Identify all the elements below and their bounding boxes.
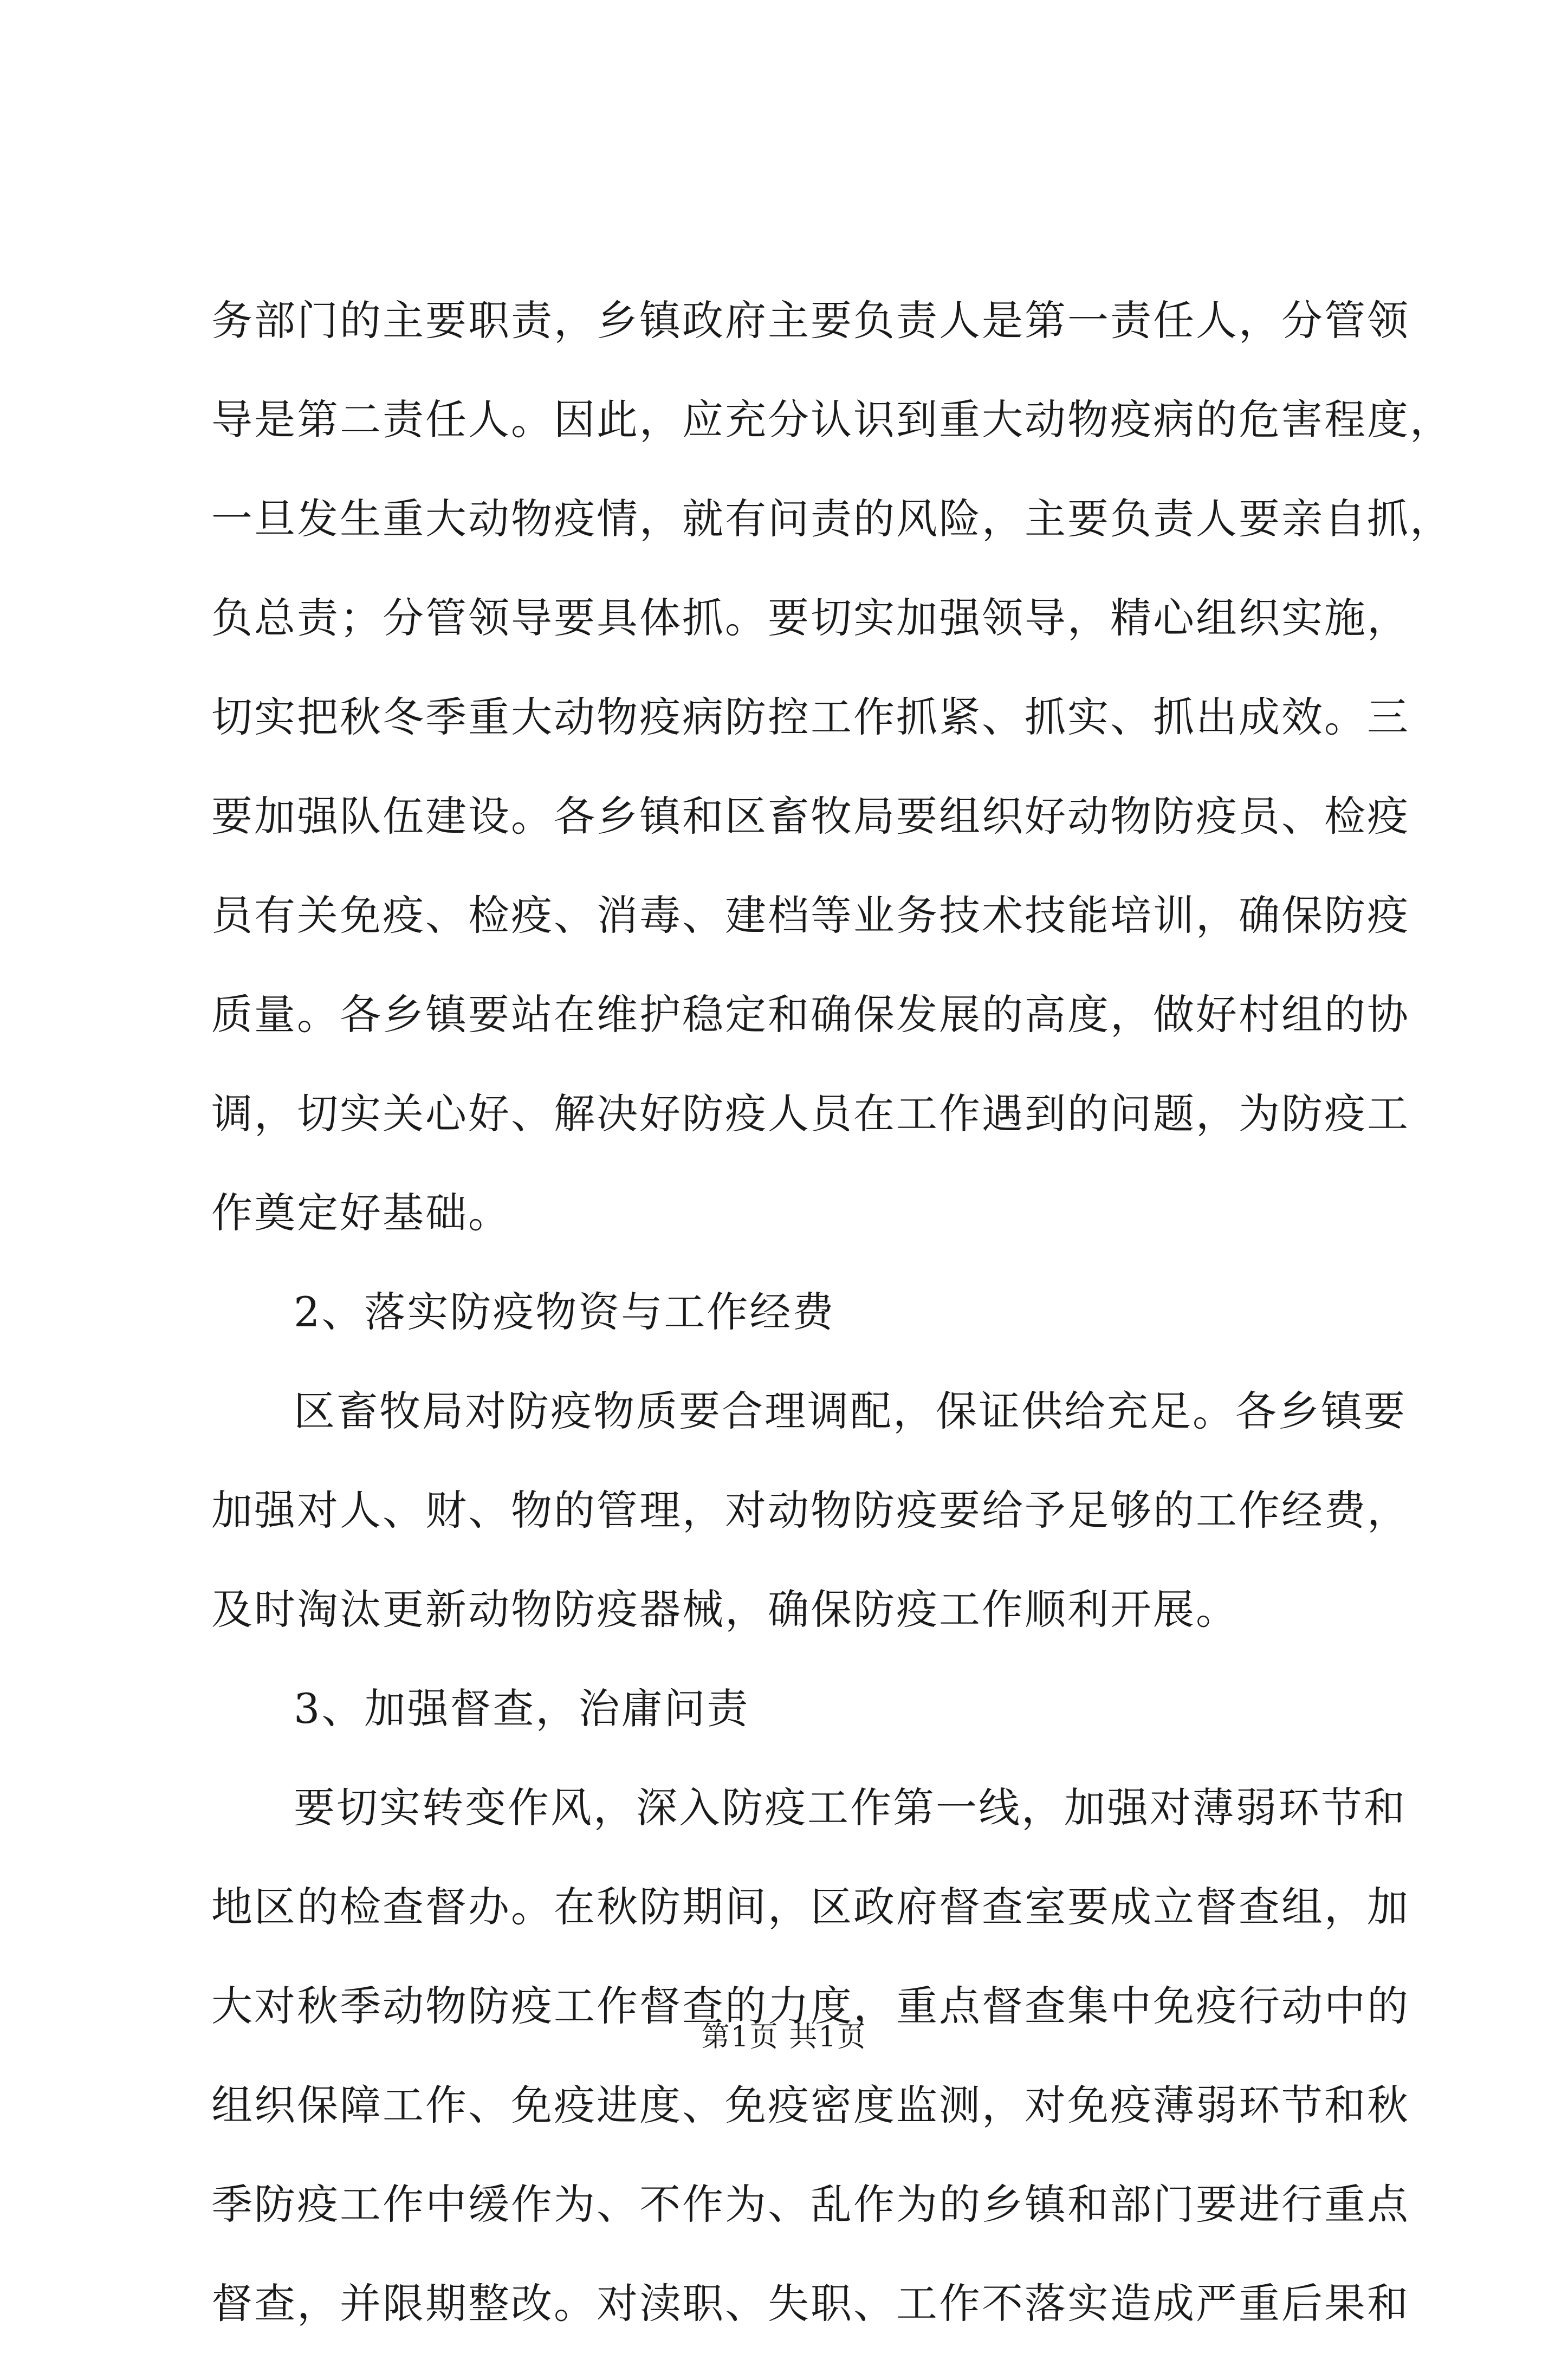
text-line-4: 负总责；分管领导要具体抓。要切实加强领导，精心组织实施， bbox=[211, 594, 1410, 642]
page-footer bbox=[0, 2015, 1568, 2059]
text-line-6: 要加强队伍建设。各乡镇和区畜牧局要组织好动物防疫员、检疫 bbox=[211, 792, 1410, 840]
page-number-label: 第1页 共1页 bbox=[701, 2021, 867, 2053]
text-line-16: 要切实转变作风，深入防疫工作第一线，加强对薄弱环节和 bbox=[294, 1784, 1407, 1832]
text-line-9: 调，切实关心好、解决好防疫人员在工作遇到的问题，为防疫工 bbox=[211, 1090, 1410, 1138]
text-line-12: 区畜牧局对防疫物质要合理调配，保证供给充足。各乡镇要 bbox=[294, 1387, 1407, 1435]
section-heading-2: 2、落实防疫物资与工作经费 bbox=[294, 1288, 835, 1336]
text-line-20: 季防疫工作中缓作为、不作为、乱作为的乡镇和部门要进行重点 bbox=[211, 2180, 1410, 2228]
text-line-17: 地区的检查督办。在秋防期间，区政府督查室要成立督查组，加 bbox=[211, 1883, 1410, 1931]
text-line-3: 一旦发生重大动物疫情，就有问责的风险，主要负责人要亲自抓， bbox=[211, 495, 1453, 543]
text-line-19: 组织保障工作、免疫进度、免疫密度监测，对免疫薄弱环节和秋 bbox=[211, 2081, 1410, 2129]
section-heading-3: 3、加强督查，治庸问责 bbox=[294, 1684, 750, 1733]
text-line-21: 督查，并限期整改。对渎职、失职、工作不落实造成严重后果和 bbox=[211, 2279, 1410, 2328]
text-line-2: 导是第二责任人。因此，应充分认识到重大动物疫病的危害程度， bbox=[211, 396, 1453, 444]
text-line-14: 及时淘汰更新动物防疫器械，确保防疫工作顺利开展。 bbox=[211, 1585, 1239, 1634]
text-line-7: 员有关免疫、检疫、消毒、建档等业务技术技能培训，确保防疫 bbox=[211, 891, 1410, 939]
text-line-5: 切实把秋冬季重大动物疫病防控工作抓紧、抓实、抓出成效。三 bbox=[211, 693, 1410, 741]
text-line-13: 加强对人、财、物的管理，对动物防疫要给予足够的工作经费， bbox=[211, 1486, 1410, 1534]
text-line-1: 务部门的主要职责，乡镇政府主要负责人是第一责任人，分管领 bbox=[211, 296, 1410, 345]
text-line-10: 作奠定好基础。 bbox=[211, 1189, 511, 1237]
text-line-8: 质量。各乡镇要站在维护稳定和确保发展的高度，做好村组的协 bbox=[211, 990, 1410, 1039]
text-line-18: 大对秋季动物防疫工作督查的力度，重点督查集中免疫行动中的 bbox=[211, 1982, 1410, 2030]
